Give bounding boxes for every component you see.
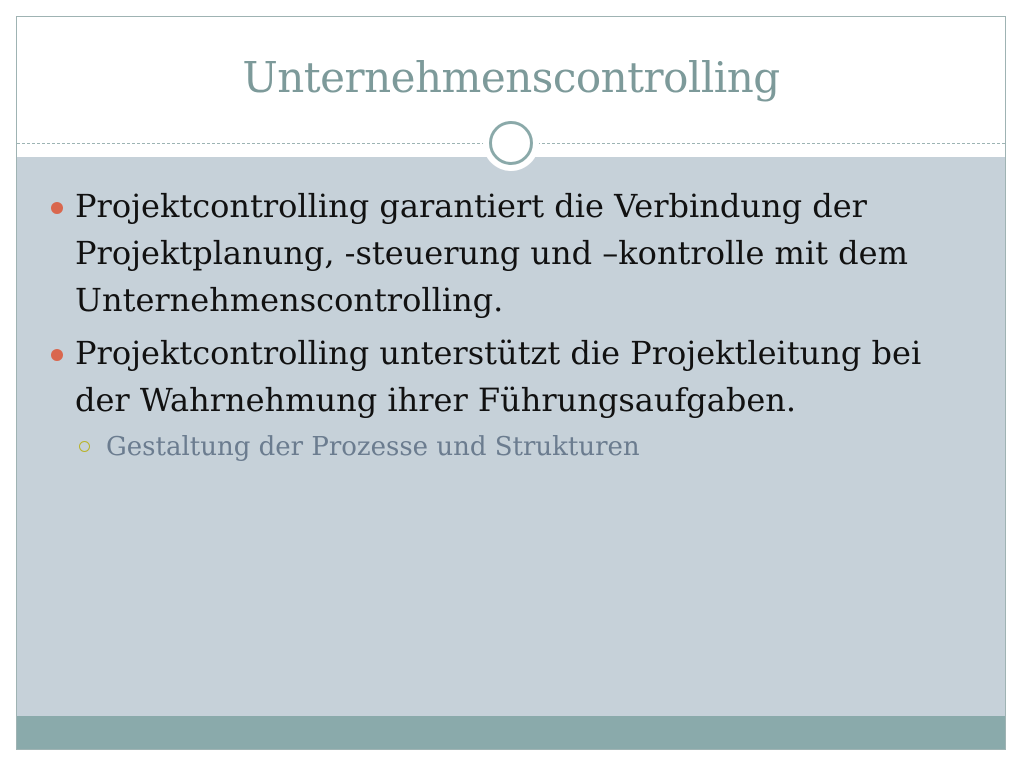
bullet-text: Projektcontrolling unterstützt die Projektleitung bei der Wahrnehmung ihrer Führungsaufgaben. [75, 334, 922, 419]
bullet-item [47, 330, 977, 424]
sub-bullet-text: Gestaltung der Prozesse und Strukturen [106, 432, 640, 462]
sub-bullet-item [47, 430, 977, 464]
slide-frame [16, 16, 1006, 750]
ornament-ring [489, 121, 533, 165]
ring-ornament-icon [483, 115, 539, 171]
bullet-icon [51, 202, 63, 214]
footer-bar [17, 716, 1005, 750]
bullet-item [47, 183, 977, 324]
bullet-text: Projektcontrolling garantiert die Verbindung der Projektplanung, -steuerung und –kontrolle mit dem Unternehmenscontrolling. [75, 187, 908, 319]
slide-content [47, 183, 977, 464]
slide-title: Unternehmenscontrolling [242, 53, 780, 102]
sub-bullet-icon [79, 441, 90, 452]
bullet-icon [51, 349, 63, 361]
